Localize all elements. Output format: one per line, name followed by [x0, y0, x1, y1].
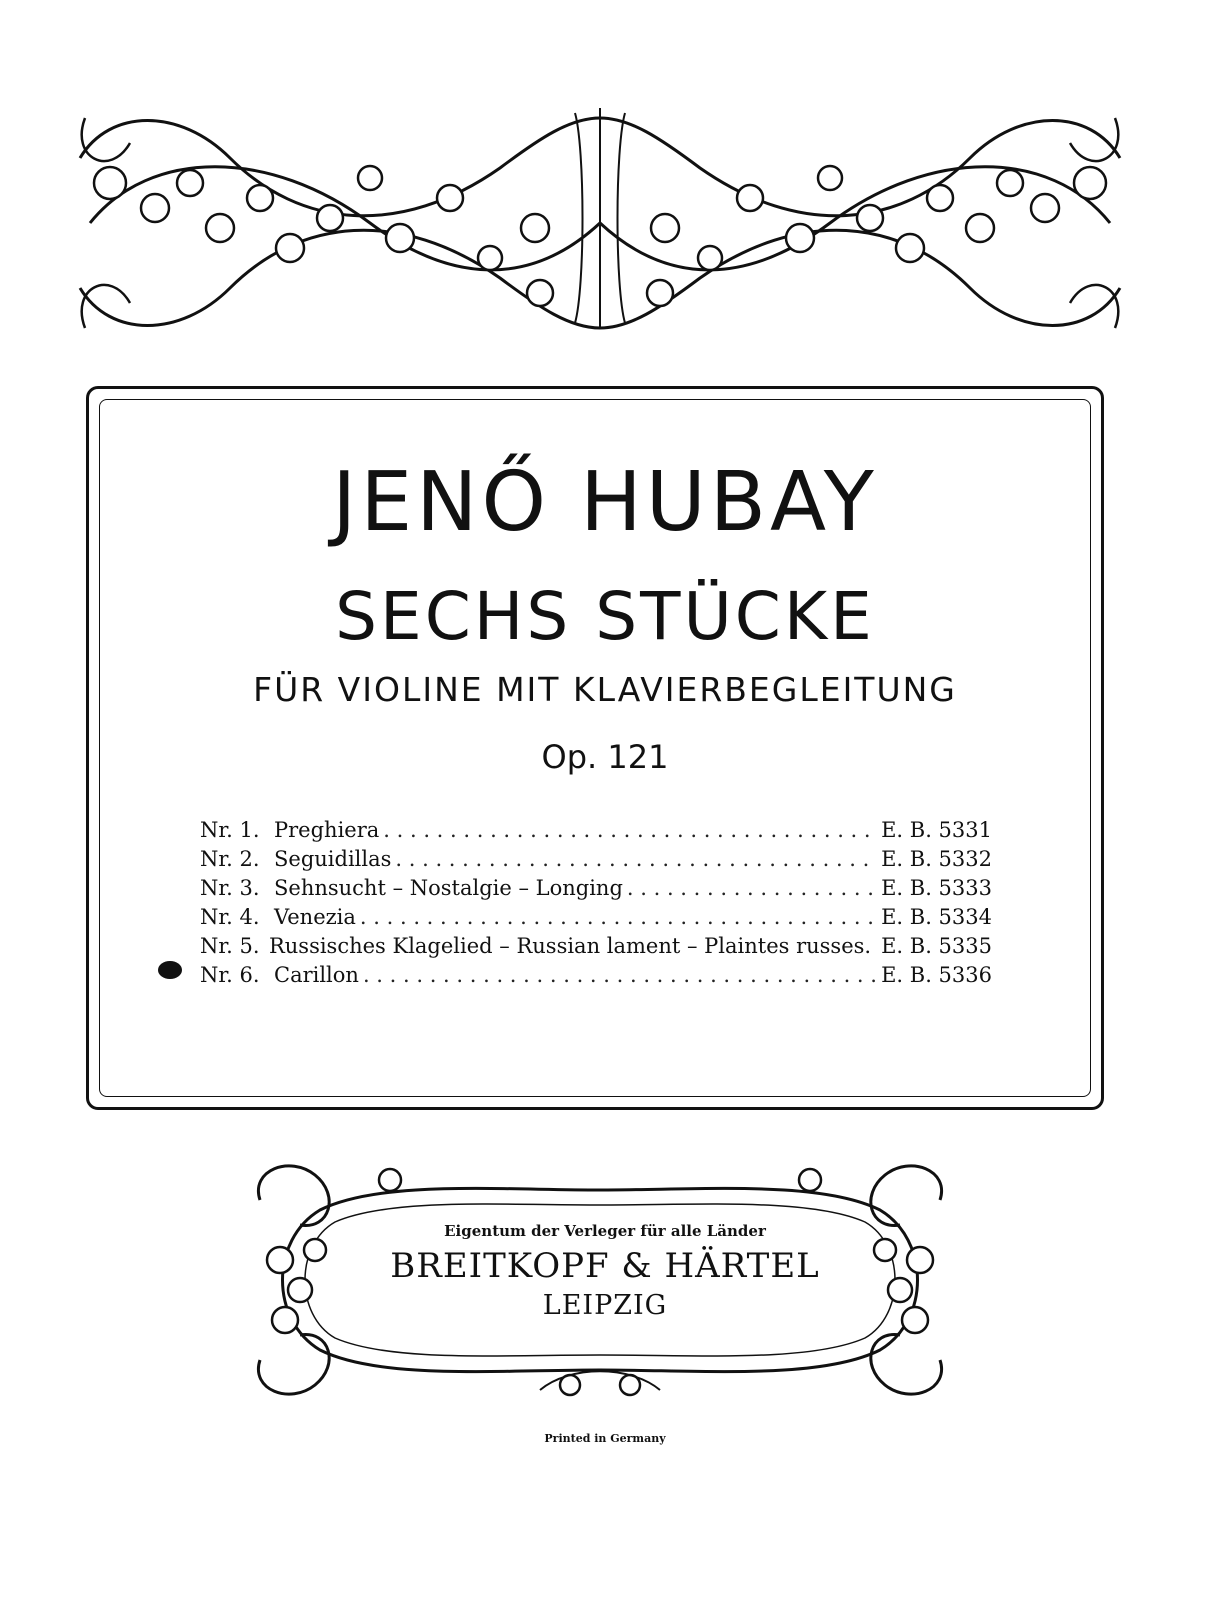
- piece-name: Venezia: [274, 905, 356, 929]
- contents-row[interactable]: [200, 818, 992, 847]
- leader-dots: [391, 847, 875, 871]
- leader-dots: [359, 963, 875, 987]
- edition-number: E. B. 5334: [881, 905, 992, 929]
- composer-name: JENŐ HUBAY: [332, 455, 878, 550]
- contents-row[interactable]: [200, 934, 992, 963]
- work-subtitle: FÜR VIOLINE MIT KLAVIERBEGLEITUNG: [253, 670, 957, 709]
- edition-number: E. B. 5336: [881, 963, 992, 987]
- leader-dots: [623, 876, 875, 900]
- opus-number: Op. 121: [541, 738, 669, 776]
- piece-number: Nr. 4.: [200, 905, 260, 929]
- leader-dots: [379, 818, 875, 842]
- piece-number: Nr. 5.: [200, 934, 260, 958]
- edition-number: E. B. 5331: [881, 818, 992, 842]
- publisher-city: LEIPZIG: [542, 1290, 668, 1321]
- selected-item-marker: [158, 961, 182, 979]
- piece-number: Nr. 3.: [200, 876, 260, 900]
- piece-number: Nr. 1.: [200, 818, 260, 842]
- edition-number: E. B. 5333: [881, 876, 992, 900]
- contents-row[interactable]: [200, 905, 992, 934]
- contents-row[interactable]: [200, 876, 992, 905]
- piece-name: Russisches Klagelied – Russian lament – Plaintes russes.: [268, 934, 872, 958]
- piece-number: Nr. 2.: [200, 847, 260, 871]
- publisher-block: [0, 1222, 1210, 1321]
- work-title: SECHS STÜCKE: [335, 578, 875, 655]
- piece-name: Carillon: [274, 963, 359, 987]
- top-floral-ornament: [70, 88, 1130, 358]
- contents-row[interactable]: [200, 963, 992, 992]
- publisher-name: BREITKOPF & HÄRTEL: [390, 1246, 820, 1286]
- piece-number: Nr. 6.: [200, 963, 260, 987]
- edition-number: E. B. 5335: [881, 934, 992, 958]
- piece-name: Preghiera: [274, 818, 380, 842]
- leader-dots: [356, 905, 875, 929]
- contents-row[interactable]: [200, 847, 992, 876]
- contents-list: [200, 818, 992, 992]
- edition-number: E. B. 5332: [881, 847, 992, 871]
- ownership-notice: Eigentum der Verleger für alle Länder: [444, 1222, 766, 1240]
- piece-name: Sehnsucht – Nostalgie – Longing: [274, 876, 623, 900]
- piece-name: Seguidillas: [274, 847, 392, 871]
- printed-in-note: Printed in Germany: [544, 1432, 666, 1445]
